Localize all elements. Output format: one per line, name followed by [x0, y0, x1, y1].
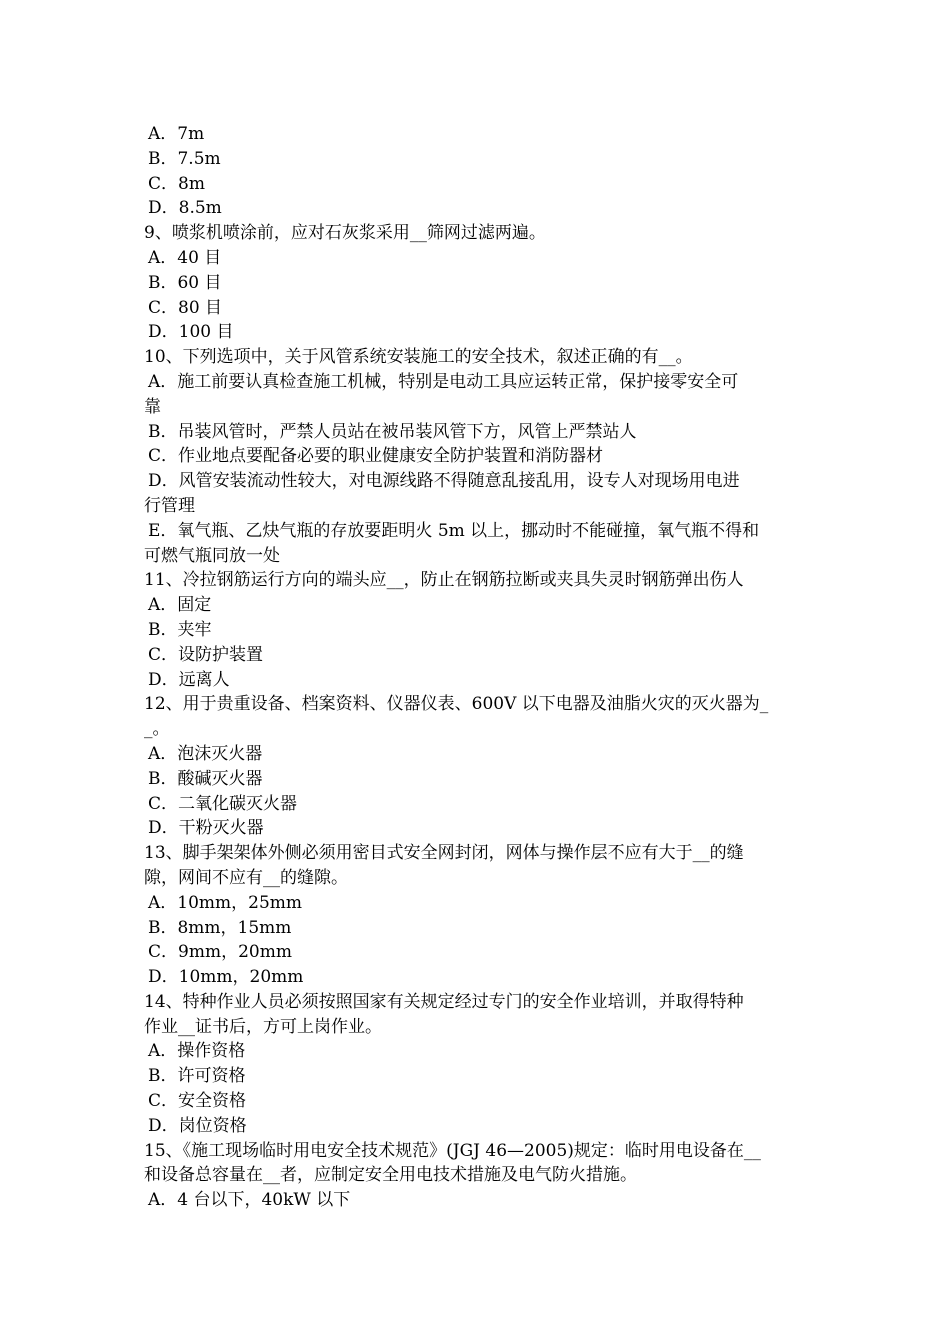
answer-option: B．酸碱灭火器: [148, 768, 263, 789]
answer-option: E．氧气瓶、乙炔气瓶的存放要距明火 5m 以上，挪动时不能碰撞，氧气瓶不得和: [148, 520, 760, 541]
question-text: 13、脚手架架体外侧必须用密目式安全网封闭，网体与操作层不应有大于__的缝: [144, 843, 744, 864]
answer-option: B．许可资格: [148, 1066, 246, 1087]
question-text: 11、冷拉钢筋运行方向的端头应__，防止在钢筋拉断或夹具失灵时钢筋弹出伤人: [144, 570, 744, 591]
answer-option: C．安全资格: [148, 1091, 247, 1112]
answer-option: B．7.5m: [148, 148, 221, 169]
answer-option: B．60 目: [148, 272, 222, 293]
text-continuation: _。: [144, 719, 170, 740]
text-continuation: 隙，网间不应有__的缝隙。: [144, 867, 348, 888]
answer-option: B．吊装风管时，严禁人员站在被吊装风管下方，风管上严禁站人: [148, 421, 637, 442]
question-text: 10、下列选项中，关于风管系统安装施工的安全技术，叙述正确的有__。: [144, 347, 693, 368]
answer-option: D．8.5m: [148, 198, 222, 219]
answer-option: D．干粉灭火器: [148, 818, 264, 839]
question-text: 12、用于贵重设备、档案资料、仪器仪表、600V 以下电器及油脂火灾的灭火器为_: [144, 694, 769, 715]
question-text: 15、《施工现场临时用电安全技术规范》(JGJ 46—2005)规定：临时用电设备在__: [144, 1140, 761, 1161]
answer-option: C．8m: [148, 173, 205, 194]
text-continuation: 和设备总容量在__者，应制定安全用电技术措施及电气防火措施。: [144, 1165, 637, 1186]
answer-option: A．施工前要认真检查施工机械，特别是电动工具应运转正常，保护接零安全可: [148, 371, 739, 392]
answer-option: D．岗位资格: [148, 1115, 247, 1136]
text-continuation: 作业__证书后，方可上岗作业。: [144, 1016, 382, 1037]
question-text: 9、喷浆机喷涂前，应对石灰浆采用__筛网过滤两遍。: [144, 223, 546, 244]
answer-option: A．7m: [148, 124, 205, 144]
answer-option: D．风管安装流动性较大，对电源线路不得随意乱接乱用，设专人对现场用电进: [148, 471, 740, 492]
answer-option: A．操作资格: [148, 1041, 246, 1062]
answer-option: B．8mm，15mm: [148, 917, 292, 938]
question-text: 14、特种作业人员必须按照国家有关规定经过专门的安全作业培训，并取得特种: [144, 991, 744, 1012]
text-continuation: 可燃气瓶同放一处: [144, 545, 280, 566]
text-continuation: 靠: [144, 396, 161, 417]
answer-option: A．泡沫灭火器: [148, 743, 263, 764]
answer-option: A．4 台以下，40kW 以下: [148, 1190, 351, 1211]
answer-option: C．作业地点要配备必要的职业健康安全防护装置和消防器材: [148, 446, 604, 467]
answer-option: A．10mm，25mm: [148, 892, 303, 913]
answer-option: B．夹牢: [148, 619, 212, 640]
answer-option: A．固定: [148, 595, 212, 616]
answer-option: C．80 目: [148, 297, 223, 318]
answer-option: C．9mm，20mm: [148, 942, 292, 963]
text-continuation: 行管理: [144, 495, 195, 516]
document-body: [144, 122, 810, 1213]
answer-option: C．二氧化碳灭火器: [148, 793, 298, 814]
answer-option: D．10mm，20mm: [148, 967, 304, 988]
answer-option: D．100 目: [148, 322, 234, 343]
answer-option: A．40 目: [148, 247, 222, 268]
answer-option: C．设防护装置: [148, 644, 264, 665]
answer-option: D．远离人: [148, 669, 230, 690]
